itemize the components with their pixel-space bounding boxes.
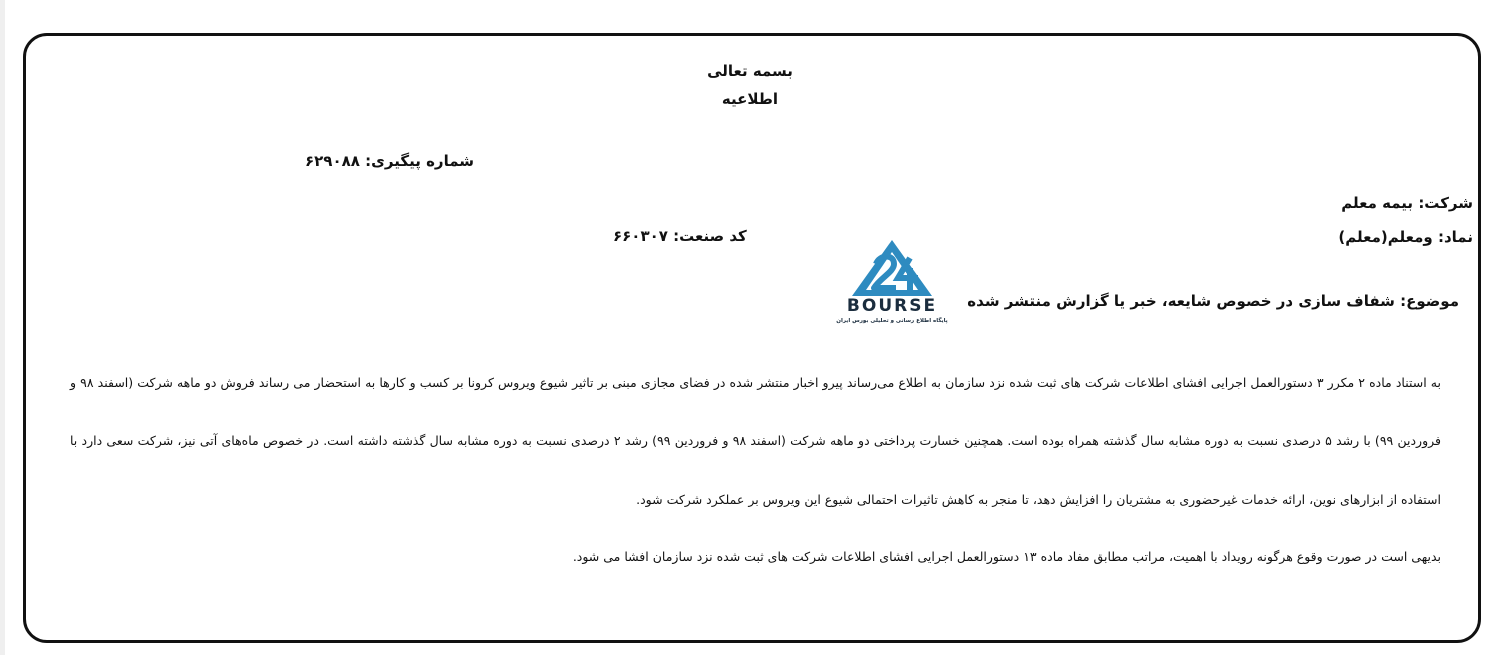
notice-title: اطلاعیه [721,90,779,108]
body-line-3: استفاده از ابزارهای نوین، ارائه خدمات غیرحضوری به مشتریان را افزایش دهد، تا منجر به کاهش تاثیرات احتمالی شیوع این ویروس بر عملکرد شرکت شود. [636,492,1441,507]
company-name [1341,194,1473,212]
tracking-number-value: ۶۲۹۰۸۸ [305,152,360,170]
body-line-2: فروردین ۹۹) با رشد ۵ درصدی نسبت به دوره مشابه سال گذشته همراه بوده است. همچنین خسارت پرداختی دو ماهه شرکت (اسفند ۹۸ و فروردین ۹۹) رشد ۲ درصدی نسبت به دوره مشابه سال گذشته داشته است. در خصوص ماه‌های آتی نیز، شرکت سعی دارد با [70,433,1442,448]
ticker-symbol [1338,228,1473,246]
industry-code-label: کد صنعت: [673,227,747,245]
bourse-wordmark: BOURSE [846,296,938,316]
tracking-number [305,152,474,170]
bourse24-logo [836,238,948,330]
basmala-heading: بسمه تعالی [707,62,793,80]
industry-code [613,227,747,245]
subject-label: موضوع: [1400,292,1459,310]
subject-value: شفاف سازی در خصوص شایعه، خبر یا گزارش منتشر شده [967,292,1395,310]
company-value: بیمه معلم [1341,194,1414,212]
company-label: شرکت: [1418,194,1473,212]
page-edge-strip [0,0,5,655]
symbol-label: نماد: [1437,228,1473,246]
tracking-number-label: شماره پیگیری: [365,152,475,170]
bourse24-triangle-icon [836,238,948,298]
symbol-value: ومعلم(معلم) [1338,228,1433,246]
industry-code-value: ۶۶۰۳۰۷ [613,227,668,245]
body-line-4: بدیهی است در صورت وقوع هرگونه رویداد با اهمیت، مراتب مطابق مفاد ماده ۱۳ دستورالعمل اجرایی افشای اطلاعات شرکت های ثبت شده نزد سازمان افشا می شود. [572,549,1441,564]
subject-line [967,292,1459,310]
bourse-tagline: پایگاه اطلاع رسانی و تحلیلی بورس ایران [836,318,948,324]
body-line-1: به استناد ماده ۲ مکرر ۳ دستورالعمل اجرایی افشای اطلاعات شرکت های ثبت شده نزد سازمان به اطلاع می‌رساند پیرو اخبار منتشر شده در فضای مجازی مبنی بر تاثیر شیوع ویروس کرونا بر کسب و کارها به استحضار می رساند فروش دو ماهه شرکت (اسفند ۹۸ و [70,375,1441,390]
